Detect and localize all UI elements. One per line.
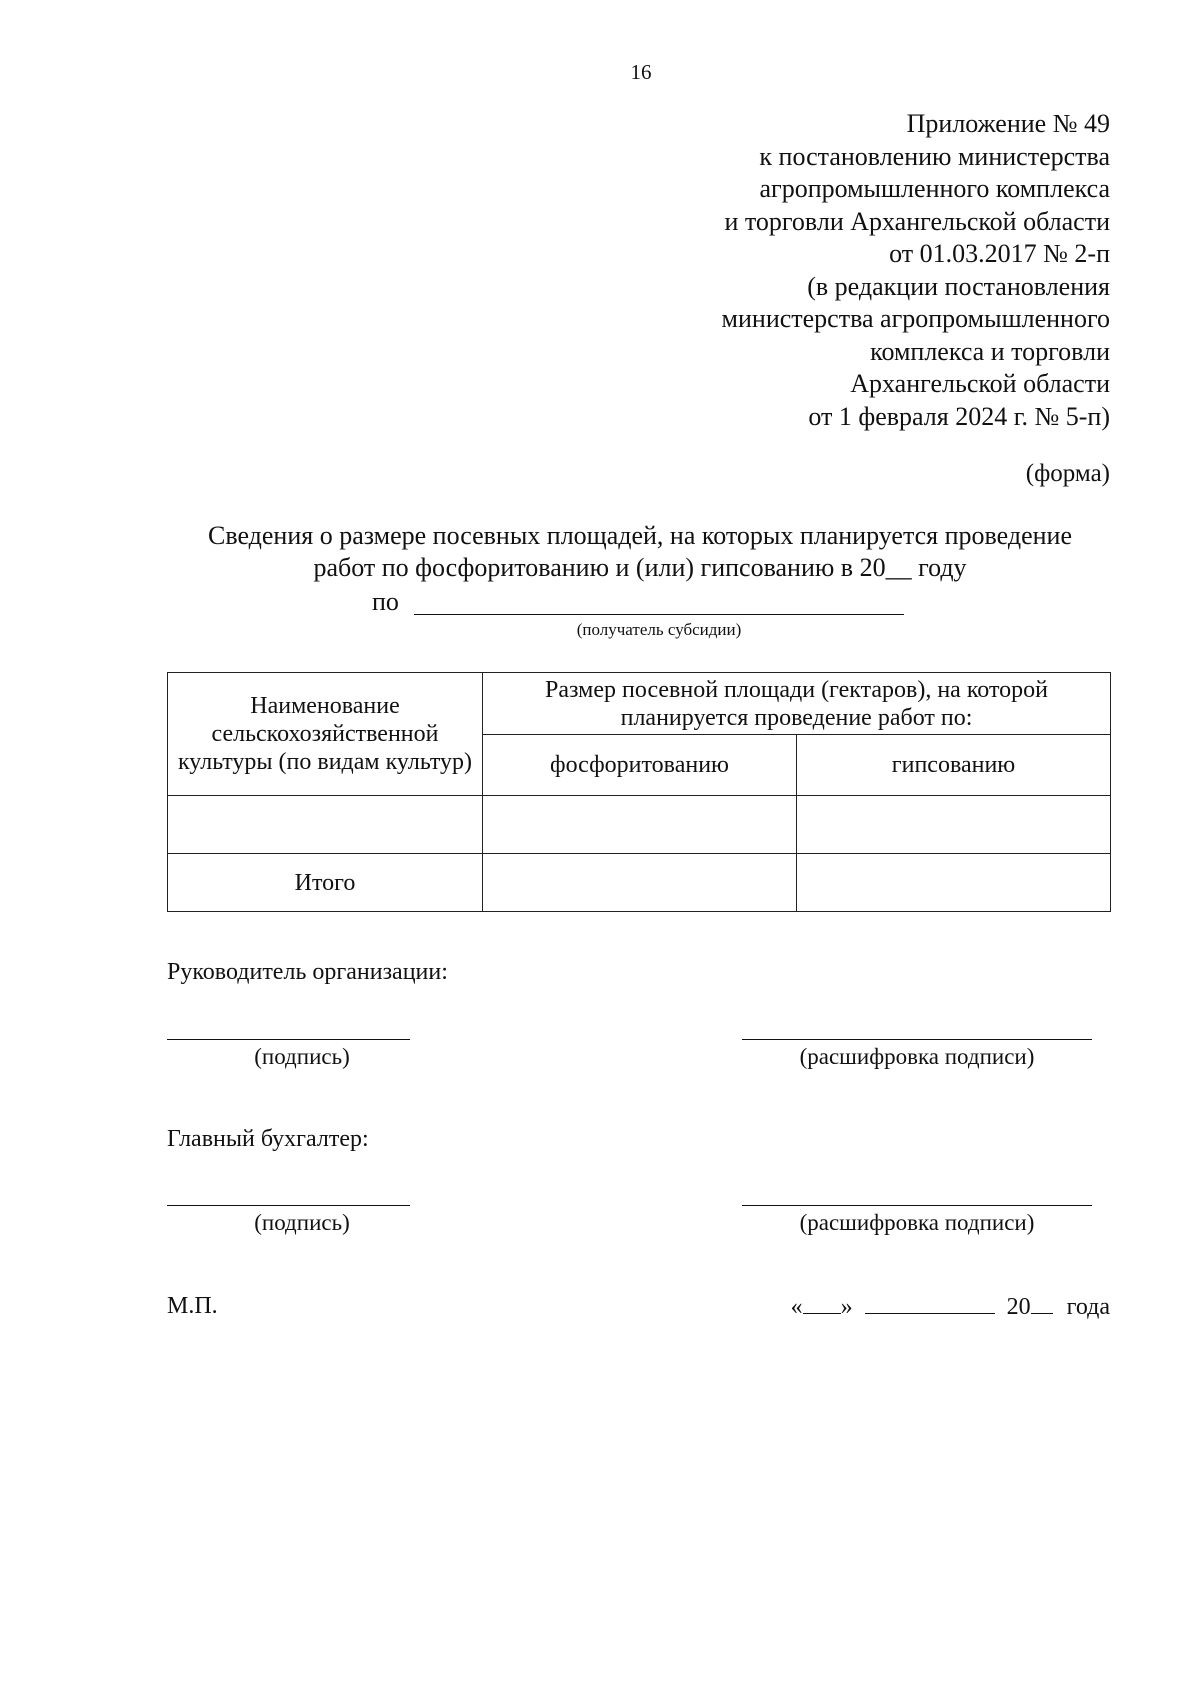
total-phosphorite-cell[interactable] bbox=[483, 854, 797, 912]
appendix-line: Приложение № 49 bbox=[906, 109, 1110, 138]
gypsum-cell[interactable] bbox=[797, 796, 1111, 854]
date-close-quote: » bbox=[840, 1294, 853, 1320]
appendix-line: от 1 февраля 2024 г. № 5-п) bbox=[808, 401, 1110, 431]
appendix-line: (в редакции постановления bbox=[807, 271, 1110, 301]
table-row bbox=[168, 796, 1111, 854]
date-field bbox=[791, 1293, 1110, 1321]
header-crop-name: Наименование сельскохозяйственной культуры (по видам культур) bbox=[168, 673, 483, 796]
appendix-line: агропромышленного комплекса bbox=[759, 174, 1110, 203]
appendix-header bbox=[510, 108, 1110, 433]
date-year-field[interactable] bbox=[1031, 1293, 1053, 1314]
appendix-line: и торговли Архангельской области bbox=[724, 206, 1110, 236]
title-line: работ по фосфоритованию и (или) гипсованию в 20__ году bbox=[313, 553, 967, 582]
recipient-field[interactable] bbox=[414, 614, 904, 615]
table-header-row bbox=[168, 673, 1111, 735]
date-month-field[interactable] bbox=[865, 1293, 995, 1314]
accountant-signature-line[interactable] bbox=[167, 1205, 410, 1206]
document-title bbox=[160, 520, 1120, 584]
phosphorite-cell[interactable] bbox=[483, 796, 797, 854]
form-label: (форма) bbox=[1025, 460, 1110, 487]
date-year-suffix: года bbox=[1066, 1294, 1110, 1320]
recipient-prefix: по bbox=[372, 587, 399, 616]
appendix-line: к постановлению министерства bbox=[759, 141, 1110, 171]
appendix-line: Архангельской области bbox=[850, 369, 1110, 398]
header-phosphorite: фосфоритованию bbox=[483, 735, 797, 796]
accountant-label: Главный бухгалтер: bbox=[167, 1126, 369, 1152]
total-gypsum-cell[interactable] bbox=[797, 854, 1111, 912]
head-decoding-caption: (расшифровка подписи) bbox=[799, 1044, 1035, 1069]
accountant-decoding-line[interactable] bbox=[742, 1205, 1092, 1206]
date-day-field[interactable] bbox=[803, 1293, 841, 1314]
recipient-caption: (получатель субсидии) bbox=[576, 620, 742, 639]
title-line: Сведения о размере посевных площадей, на которых планируется проведение bbox=[207, 521, 1073, 550]
appendix-line: комплекса и торговли bbox=[870, 336, 1110, 366]
head-signature-line[interactable] bbox=[167, 1039, 410, 1040]
accountant-signature-caption: (подпись) bbox=[254, 1210, 350, 1235]
stamp-label: М.П. bbox=[167, 1293, 218, 1319]
crop-name-cell[interactable] bbox=[168, 796, 483, 854]
appendix-line: министерства агропромышленного bbox=[721, 304, 1110, 333]
total-label: Итого bbox=[168, 854, 483, 912]
crop-area-table bbox=[167, 672, 1111, 912]
head-label: Руководитель организации: bbox=[167, 959, 448, 985]
head-decoding-line[interactable] bbox=[742, 1039, 1092, 1040]
date-year-prefix: 20 bbox=[1006, 1294, 1031, 1320]
date-open-quote: « bbox=[790, 1294, 803, 1320]
header-gypsum: гипсованию bbox=[797, 735, 1111, 796]
table-total-row bbox=[168, 854, 1111, 912]
page-number: 16 bbox=[630, 60, 652, 84]
head-signature-caption: (подпись) bbox=[254, 1044, 350, 1069]
header-area-size: Размер посевной площади (гектаров), на которой планируется проведение работ по: bbox=[483, 673, 1111, 735]
appendix-line: от 01.03.2017 № 2-п bbox=[889, 239, 1110, 268]
accountant-decoding-caption: (расшифровка подписи) bbox=[799, 1210, 1035, 1235]
